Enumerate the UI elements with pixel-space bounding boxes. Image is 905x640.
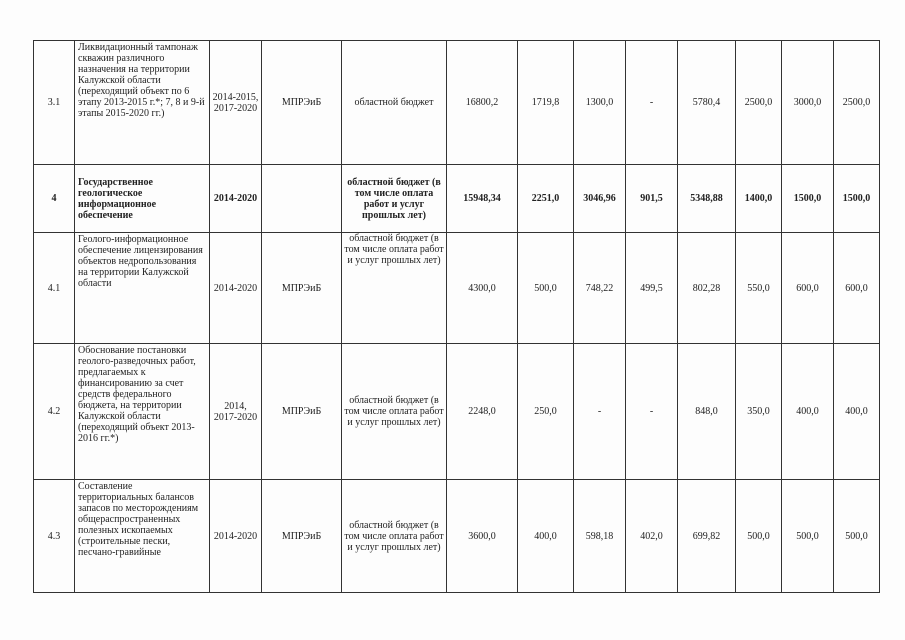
period-years: 2014-2020 [210, 233, 262, 344]
activity-name: Составление территориальных балансов запасов по месторождениям общераспространенных полезных ископаемых (строительные пески, песчано-гравийные [75, 480, 210, 593]
activity-name: Государственное геологическое информационное обеспечение [75, 165, 210, 233]
executor: МПРЭиБ [262, 41, 342, 165]
year-value: 400,0 [518, 480, 574, 593]
year-value: 1500,0 [782, 165, 834, 233]
year-value: 3000,0 [782, 41, 834, 165]
year-value: - [626, 344, 678, 480]
year-value: 2500,0 [736, 41, 782, 165]
row-number: 3.1 [34, 41, 75, 165]
year-value: 5780,4 [678, 41, 736, 165]
year-value: 400,0 [834, 344, 880, 480]
period-years: 2014, 2017-2020 [210, 344, 262, 480]
budget-table [33, 40, 880, 593]
year-value: 802,28 [678, 233, 736, 344]
funding-source: областной бюджет [342, 41, 447, 165]
year-value: 350,0 [736, 344, 782, 480]
year-value: 500,0 [736, 480, 782, 593]
funding-source: областной бюджет (в том числе оплата работ и услуг прошлых лет) [342, 233, 447, 344]
total-value: 4300,0 [447, 233, 518, 344]
year-value: 400,0 [782, 344, 834, 480]
year-value: 3046,96 [574, 165, 626, 233]
year-value: 699,82 [678, 480, 736, 593]
total-value: 15948,34 [447, 165, 518, 233]
year-value: 2251,0 [518, 165, 574, 233]
row-number: 4 [34, 165, 75, 233]
row-number: 4.2 [34, 344, 75, 480]
funding-source: областной бюджет (в том числе оплата работ и услуг прошлых лет) [342, 480, 447, 593]
year-value: 600,0 [782, 233, 834, 344]
year-value: 1719,8 [518, 41, 574, 165]
year-value: 1300,0 [574, 41, 626, 165]
table-row [34, 41, 880, 165]
year-value: 5348,88 [678, 165, 736, 233]
total-value: 2248,0 [447, 344, 518, 480]
year-value: 600,0 [834, 233, 880, 344]
total-value: 3600,0 [447, 480, 518, 593]
period-years: 2014-2020 [210, 165, 262, 233]
year-value: 1400,0 [736, 165, 782, 233]
funding-source: областной бюджет (в том числе оплата работ и услуг прошлых лет) [342, 165, 447, 233]
table-row [34, 233, 880, 344]
year-value: 500,0 [782, 480, 834, 593]
period-years: 2014-2015, 2017-2020 [210, 41, 262, 165]
year-value: 402,0 [626, 480, 678, 593]
year-value: 1500,0 [834, 165, 880, 233]
year-value: 848,0 [678, 344, 736, 480]
activity-name: Обоснование постановки геолого-разведочных работ, предлагаемых к финансированию за счет средств федерального бюджета, на территории Калужской области (переходящий объект 2013-2016 гг.*) [75, 344, 210, 480]
executor [262, 165, 342, 233]
year-value: 499,5 [626, 233, 678, 344]
year-value: 748,22 [574, 233, 626, 344]
total-value: 16800,2 [447, 41, 518, 165]
table-row [34, 344, 880, 480]
year-value: 2500,0 [834, 41, 880, 165]
executor: МПРЭиБ [262, 480, 342, 593]
activity-name: Геолого-информационное обеспечение лицензирования объектов недропользования на территории Калужской области [75, 233, 210, 344]
year-value: - [626, 41, 678, 165]
year-value: - [574, 344, 626, 480]
table-row [34, 480, 880, 593]
year-value: 250,0 [518, 344, 574, 480]
executor: МПРЭиБ [262, 344, 342, 480]
year-value: 550,0 [736, 233, 782, 344]
row-number: 4.3 [34, 480, 75, 593]
funding-source: областной бюджет (в том числе оплата работ и услуг прошлых лет) [342, 344, 447, 480]
year-value: 500,0 [518, 233, 574, 344]
table-row [34, 165, 880, 233]
period-years: 2014-2020 [210, 480, 262, 593]
year-value: 500,0 [834, 480, 880, 593]
year-value: 598,18 [574, 480, 626, 593]
executor: МПРЭиБ [262, 233, 342, 344]
year-value: 901,5 [626, 165, 678, 233]
row-number: 4.1 [34, 233, 75, 344]
activity-name: Ликвидационный тампонаж скважин различного назначения на территории Калужской области (переходящий объект по 6 этапу 2013-2015 г.*; 7, 8 и 9-й этапы 2015-2020 гг.) [75, 41, 210, 165]
